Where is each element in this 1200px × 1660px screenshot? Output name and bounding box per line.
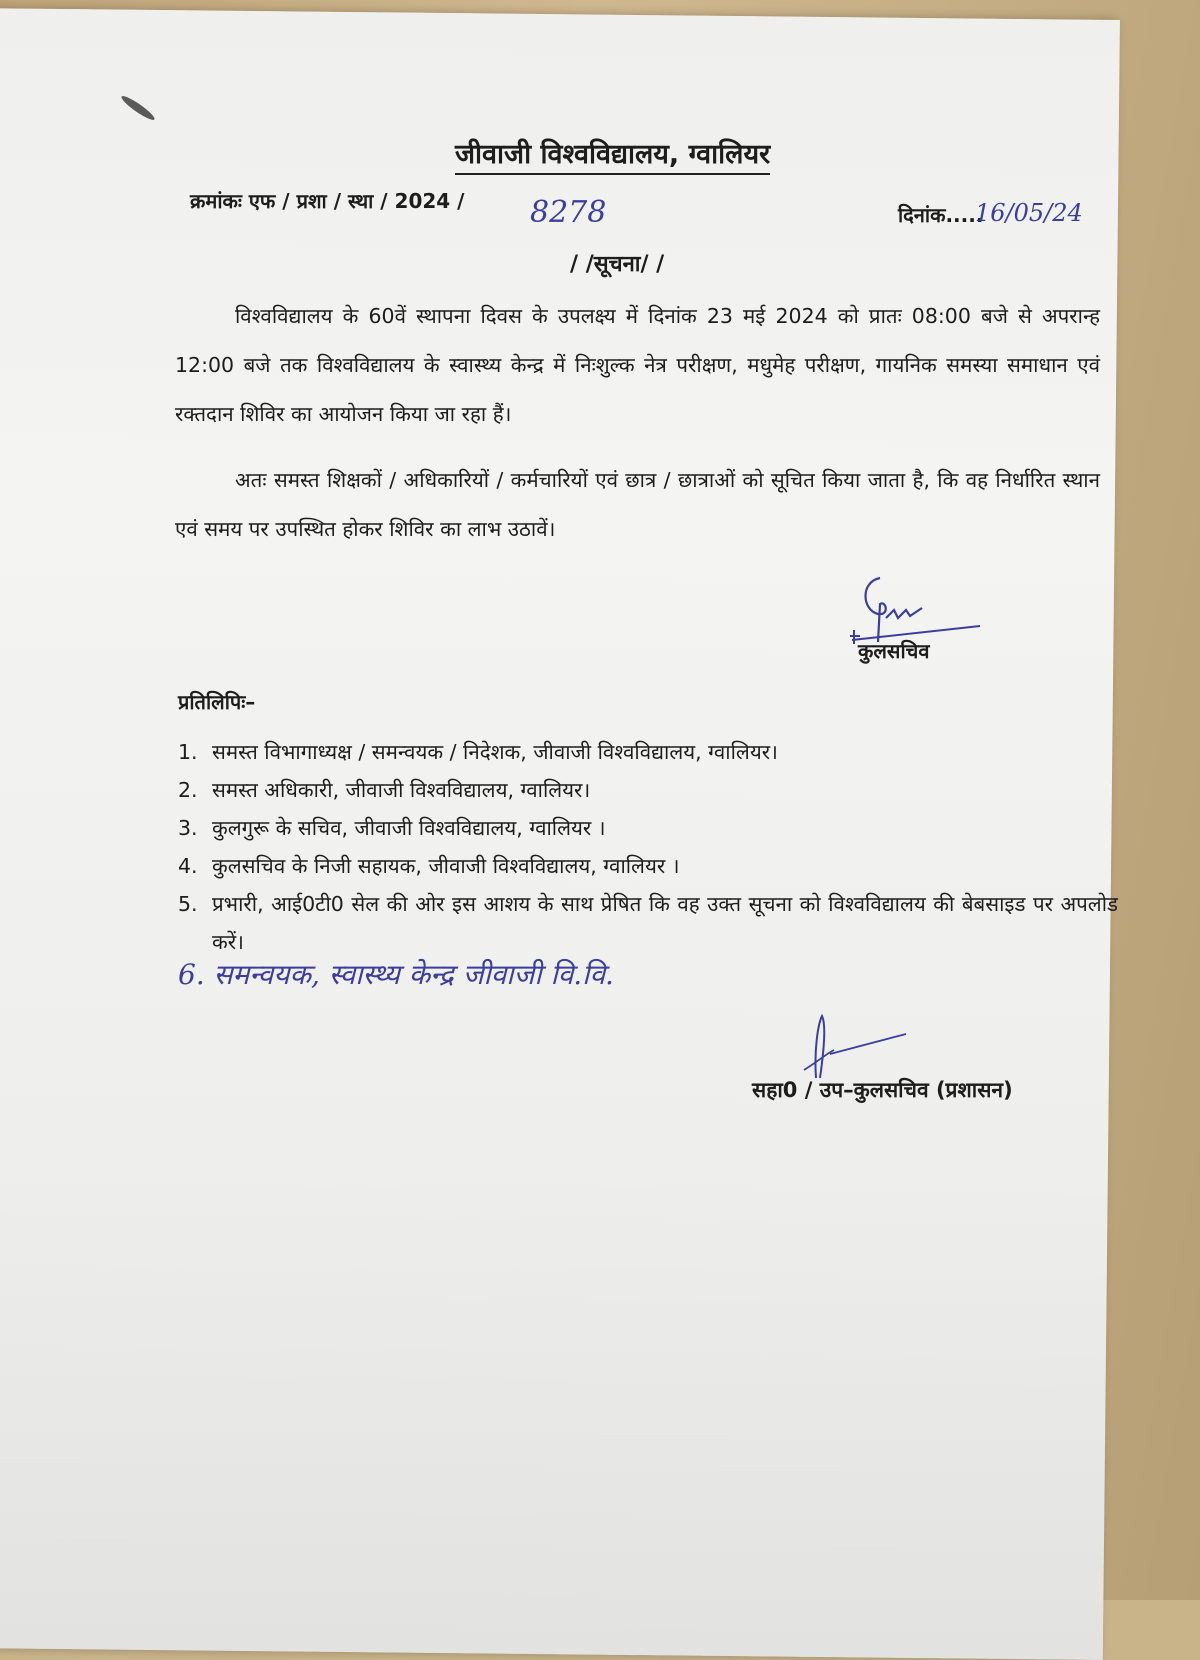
copies-label: प्रतिलिपिः–: [178, 690, 256, 714]
registrar-label: कुलसचिव: [858, 639, 930, 663]
list-item-number: 3.: [178, 816, 198, 840]
date-label: दिनांक.....: [898, 203, 984, 227]
paragraph-2-text: अतः समस्त शिक्षकों / अधिकारियों / कर्मचारियों एवं छात्र / छात्राओं को सूचित किया जाता है, कि वह निर्धारित स्थान एवं समय पर उपस्थित होकर शिविर का लाभ उठावें।: [175, 468, 1100, 541]
list-item-number: 2.: [178, 778, 198, 802]
handwritten-copy-item-6: 6. समन्वयक, स्वास्थ्य केन्द्र जीवाजी वि.वि.: [178, 958, 614, 991]
university-title: जीवाजी विश्वविद्यालय, ग्वालियर: [455, 134, 770, 175]
list-item-text: समस्त विभागाध्यक्ष / समन्वयक / निदेशक, जीवाजी विश्वविद्यालय, ग्वालियर।: [212, 740, 778, 764]
copies-list: [178, 733, 1118, 961]
paragraph-1-text: विश्वविद्यालय के 60वें स्थापना दिवस के उपलक्ष्य में दिनांक 23 मई 2024 को प्रातः 08:00 बजे से अपरान्ह 12:00 बजे तक विश्वविद्यालय के स्वास्थ्य केन्द्र में निःशुल्क नेत्र परीक्षण, मधुमेह परीक्षण, गायनिक समस्या समाधान एवं रक्तदान शिविर का आयोजन किया जा रहा हैं।: [175, 304, 1100, 426]
list-item: [178, 847, 1118, 885]
date-handwritten: 16/05/24: [975, 199, 1083, 227]
list-item-number: 1.: [178, 740, 198, 764]
list-item: [178, 733, 1118, 771]
ink-smudge: [119, 93, 156, 122]
list-item: [178, 771, 1118, 809]
deputy-registrar-label: सहा0 / उप–कुलसचिव (प्रशासन): [752, 1078, 1013, 1102]
list-item: [178, 885, 1118, 961]
list-item: [178, 809, 1118, 847]
reference-prefix: क्रमांकः एफ / प्रशा / स्था / 2024 /: [190, 189, 465, 213]
notice-heading: / /सूचना/ /: [570, 252, 665, 277]
list-item-number: 5.: [178, 892, 198, 916]
list-item-text: समस्त अधिकारी, जीवाजी विश्वविद्यालय, ग्वालियर।: [212, 778, 591, 802]
list-item-number: 4.: [178, 854, 198, 878]
list-item-text: कुलसचिव के निजी सहायक, जीवाजी विश्वविद्यालय, ग्वालियर ।: [212, 854, 680, 878]
reference-number-handwritten: 8278: [530, 195, 607, 230]
list-item-text: प्रभारी, आई0टी0 सेल की ओर इस आशय के साथ प्रेषित कि वह उक्त सूचना को विश्वविद्यालय की बेबसाइड पर अपलोड करें।: [212, 892, 1118, 954]
deputy-registrar-signature: [800, 1010, 910, 1080]
notice-paragraph-1: [175, 292, 1100, 439]
notice-paragraph-2: [175, 456, 1100, 554]
list-item-text: कुलगुरू के सचिव, जीवाजी विश्वविद्यालय, ग्वालियर ।: [212, 816, 606, 840]
